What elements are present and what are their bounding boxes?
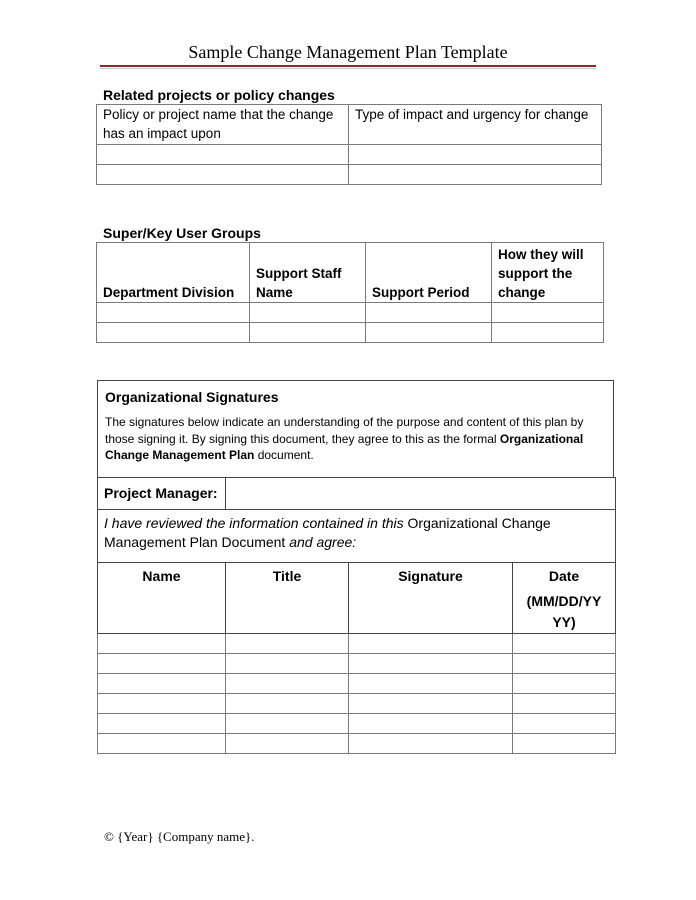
- table-cell[interactable]: [366, 323, 492, 343]
- table-row: [98, 734, 616, 754]
- signatures-description: [105, 414, 610, 464]
- table-cell[interactable]: [98, 654, 226, 674]
- review-normal: Organizational Change Management Plan Document: [104, 515, 551, 550]
- desc-bold: Organizational Change Management Plan: [105, 431, 584, 462]
- table-cell[interactable]: [226, 694, 349, 714]
- table-cell[interactable]: [250, 323, 366, 343]
- table-row: [98, 714, 616, 734]
- table-cell[interactable]: [349, 694, 513, 714]
- footer-copyright: © {Year} {Company name}.: [104, 829, 255, 844]
- table-cell[interactable]: [366, 303, 492, 323]
- groups-col-staff: Support Staff Name: [250, 243, 366, 303]
- sig-col-title: Title: [226, 563, 349, 634]
- table-cell[interactable]: [98, 674, 226, 694]
- title-rule-shadow: [100, 68, 596, 69]
- table-cell[interactable]: [492, 303, 604, 323]
- related-col-impact: Type of impact and urgency for change: [349, 105, 602, 145]
- table-row: [97, 165, 602, 185]
- related-heading: Related projects or policy changes: [103, 87, 335, 103]
- table-cell[interactable]: [349, 714, 513, 734]
- table-cell[interactable]: [226, 674, 349, 694]
- desc-intro: The signatures below indicate an understanding of the purpose and content of this plan by those signing it. By signing this document, they agree to this as the formal: [105, 415, 584, 446]
- table-header-row: [97, 243, 604, 303]
- table-row: [98, 694, 616, 714]
- table-cell[interactable]: [349, 674, 513, 694]
- related-projects-table: [96, 104, 602, 185]
- title-rule: [100, 65, 596, 67]
- desc-end: document.: [254, 448, 314, 462]
- sig-col-name: Name: [98, 563, 226, 634]
- signatures-table: [97, 477, 616, 754]
- table-cell[interactable]: [97, 165, 349, 185]
- review-italic-1: I have reviewed the information contained in this: [104, 515, 408, 531]
- table-cell[interactable]: [226, 734, 349, 754]
- table-cell[interactable]: [513, 714, 616, 734]
- table-row: [98, 674, 616, 694]
- table-header-row: [98, 563, 616, 634]
- groups-col-support: How they will support the change: [492, 243, 604, 303]
- table-cell[interactable]: [97, 145, 349, 165]
- table-cell[interactable]: [349, 634, 513, 654]
- groups-heading: Super/Key User Groups: [103, 225, 261, 241]
- table-cell[interactable]: [349, 734, 513, 754]
- table-row: [97, 145, 602, 165]
- user-groups-table: [96, 242, 604, 343]
- table-cell[interactable]: [349, 145, 602, 165]
- table-cell[interactable]: [98, 634, 226, 654]
- table-cell[interactable]: [349, 165, 602, 185]
- table-row: [97, 303, 604, 323]
- table-cell[interactable]: [492, 323, 604, 343]
- review-statement: [98, 510, 616, 563]
- table-cell[interactable]: [250, 303, 366, 323]
- table-header-row: [97, 105, 602, 145]
- groups-col-period: Support Period: [366, 243, 492, 303]
- table-row: [97, 323, 604, 343]
- project-manager-label: Project Manager:: [98, 478, 226, 510]
- table-cell[interactable]: [98, 694, 226, 714]
- table-cell[interactable]: [97, 303, 250, 323]
- table-cell[interactable]: [98, 734, 226, 754]
- table-cell[interactable]: [513, 694, 616, 714]
- sig-col-date-format: (MM/DD/YY YY): [526, 593, 602, 630]
- sig-col-date: [513, 563, 616, 634]
- table-cell[interactable]: [226, 714, 349, 734]
- review-statement-row: [98, 510, 616, 563]
- table-cell[interactable]: [226, 634, 349, 654]
- signatures-heading: Organizational Signatures: [105, 389, 279, 405]
- sig-col-date-label: Date: [548, 568, 580, 584]
- table-cell[interactable]: [513, 674, 616, 694]
- table-cell[interactable]: [513, 634, 616, 654]
- groups-col-department: Department Division: [97, 243, 250, 303]
- related-col-policy: Policy or project name that the change has an impact upon: [97, 105, 349, 145]
- table-row: [98, 654, 616, 674]
- table-cell[interactable]: [97, 323, 250, 343]
- table-cell[interactable]: [349, 654, 513, 674]
- table-cell[interactable]: [98, 714, 226, 734]
- table-cell[interactable]: [513, 734, 616, 754]
- project-manager-value[interactable]: [226, 478, 616, 510]
- review-italic-2: and agree:: [285, 534, 357, 550]
- table-cell[interactable]: [513, 654, 616, 674]
- table-cell[interactable]: [226, 654, 349, 674]
- table-row: [98, 634, 616, 654]
- page-title: Sample Change Management Plan Template: [188, 42, 508, 62]
- project-manager-row: [98, 478, 616, 510]
- sig-col-signature: Signature: [349, 563, 513, 634]
- signatures-section: [97, 380, 614, 477]
